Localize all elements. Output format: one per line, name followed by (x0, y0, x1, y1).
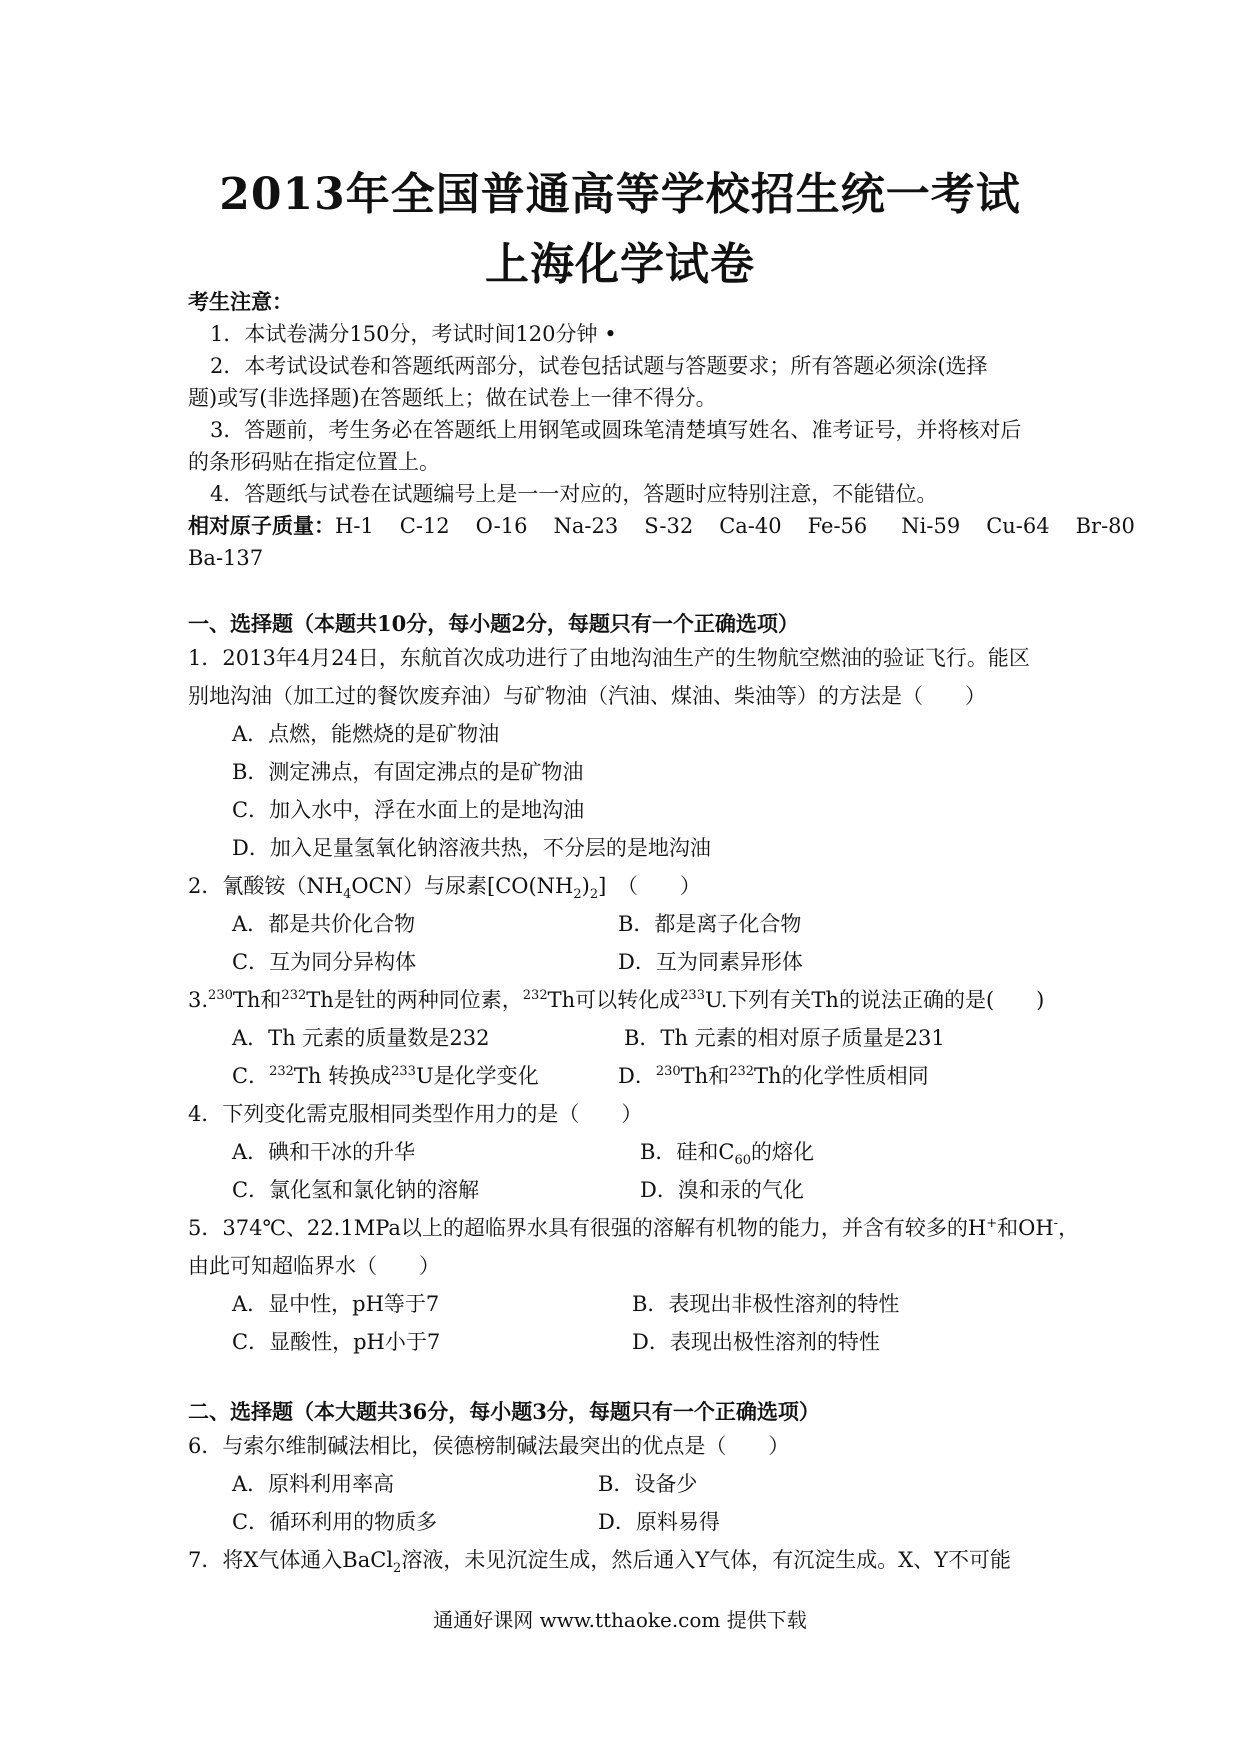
q5-option-b: B．表现出非极性溶剂的特性 (632, 1292, 900, 1316)
q6-option-b: B．设备少 (598, 1472, 698, 1496)
exam-subtitle: 上海化学试卷 (485, 239, 755, 290)
mass-value: Br-80 (1075, 514, 1135, 538)
mass-value: Ca-40 (719, 514, 782, 538)
q1-option-a: A．点燃，能燃烧的是矿物油 (232, 722, 500, 746)
mass-value: Fe-56 (807, 514, 868, 538)
q4-option-d: D．溴和汞的气化 (640, 1178, 804, 1202)
q4-option-c: C．氯化氢和氯化钠的溶解 (232, 1178, 480, 1202)
q5-option-a: A．显中性，pH等于7 (232, 1292, 440, 1316)
atomic-masses-label: 相对原子质量： (188, 513, 335, 538)
notice-item: 4．答题纸与试卷在试题编号上是一一对应的，答题时应特别注意，不能错位。 (210, 482, 938, 506)
q3-option-d: D．$^{230}$Th和$^{232}$Th的化学性质相同 (618, 1064, 929, 1088)
q1-stem: 别地沟油（加工过的餐饮废弃油）与矿物油（汽油、煤油、柴油等）的方法是（ ） (188, 684, 986, 708)
mass-value: Na-23 (553, 514, 619, 538)
q2-option-d: D．互为同素异形体 (618, 950, 803, 974)
page-footer: 通通好课网 www.tthaoke.com 提供下载 (433, 1608, 807, 1632)
q1-option-c: C．加入水中，浮在水面上的是地沟油 (232, 798, 585, 822)
notice-item: 1．本试卷满分150分，考试时间120分钟 • (210, 322, 617, 346)
q5-stem: 由此可知超临界水（ ） (188, 1254, 440, 1278)
q4-option-a: A．碘和干冰的升华 (232, 1140, 416, 1164)
q3-option-c: C．$^{232}$Th 转换成$^{233}$U是化学变化 (232, 1064, 539, 1088)
mass-value: O-16 (475, 514, 528, 538)
notice-item: 2．本考试设试卷和答题纸两部分，试卷包括试题与答题要求；所有答题必须涂(选择 (210, 354, 988, 378)
mass-value-last: Ba-137 (188, 546, 264, 570)
q2-stem: 2．氰酸铵$(NH_4OCN)$与尿素$[CO(NH_2)_2]$ （ ） (188, 874, 701, 903)
notice-item: 的条形码贴在指定位置上。 (188, 450, 440, 474)
q5-option-d: D．表现出极性溶剂的特性 (632, 1330, 880, 1354)
q6-option-c: C．循环利用的物质多 (232, 1510, 438, 1534)
notice-item: 3．答题前，考生务必在答题纸上用钢笔或圆珠笔清楚填写姓名、准考证号，并将核对后 (210, 418, 1022, 442)
q2-option-b: B．都是离子化合物 (618, 912, 802, 936)
section2-heading: 二、选择题（本大题共36分，每小题3分，每题只有一个正确选项） (188, 1399, 820, 1424)
q6-option-a: A．原料利用率高 (232, 1472, 395, 1496)
q5-stem: 5．374℃、22.1MPa以上的超临界水具有很强的溶解有机物的能力，并含有较多的H+和OH-， (188, 1216, 1080, 1240)
q2-option-c: C．互为同分异构体 (232, 950, 417, 974)
section1-heading: 一、选择题（本题共10分，每小题2分，每题只有一个正确选项） (188, 611, 799, 636)
notice-heading: 考生注意： (188, 289, 293, 314)
q3-option-b: B．Th 元素的相对原子质量是231 (624, 1026, 945, 1050)
q2-option-a: A．都是共价化合物 (232, 912, 416, 936)
q3-option-a: A．Th 元素的质量数是232 (232, 1026, 490, 1050)
mass-value: S-32 (644, 514, 694, 538)
q1-option-b: B．测定沸点，有固定沸点的是矿物油 (232, 760, 584, 784)
mass-value: Cu-64 (986, 514, 1050, 538)
q4-option-b: B．硅和$C_{60}$的熔化 (640, 1140, 815, 1169)
atomic-masses (188, 512, 1135, 540)
mass-value: C-12 (399, 514, 450, 538)
q5-option-c: C．显酸性，pH小于7 (232, 1330, 441, 1354)
notice-item: 题)或写(非选择题)在答题纸上；做在试卷上一律不得分。 (188, 386, 717, 410)
mass-value: Ni-59 (901, 514, 961, 538)
exam-title: 2013年全国普通高等学校招生统一考试 (219, 169, 1021, 220)
mass-value: H-1 (335, 514, 374, 538)
q3-stem: 3.$^{230}$Th和$^{232}$Th是钍的两种同位素，$^{232}$Th可以转化成$^{233}$U.下列有关Th的说法正确的是( ) (188, 988, 1045, 1012)
q7-stem: 7．将X气体通入BaCl$_2$溶液，未见沉淀生成，然后通入Y气体，有沉淀生成。X、Y不可能 (188, 1548, 1012, 1577)
q1-option-d: D．加入足量氢氧化钠溶液共热，不分层的是地沟油 (232, 836, 711, 860)
q4-stem: 4．下列变化需克服相同类型作用力的是（ ） (188, 1102, 643, 1126)
q1-stem: 1．2013年4月24日，东航首次成功进行了由地沟油生产的生物航空燃油的验证飞行。能区 (188, 646, 1030, 670)
q6-stem: 6．与索尔维制碱法相比，侯德榜制碱法最突出的优点是（ ） (188, 1434, 790, 1458)
q6-option-d: D．原料易得 (598, 1510, 720, 1534)
